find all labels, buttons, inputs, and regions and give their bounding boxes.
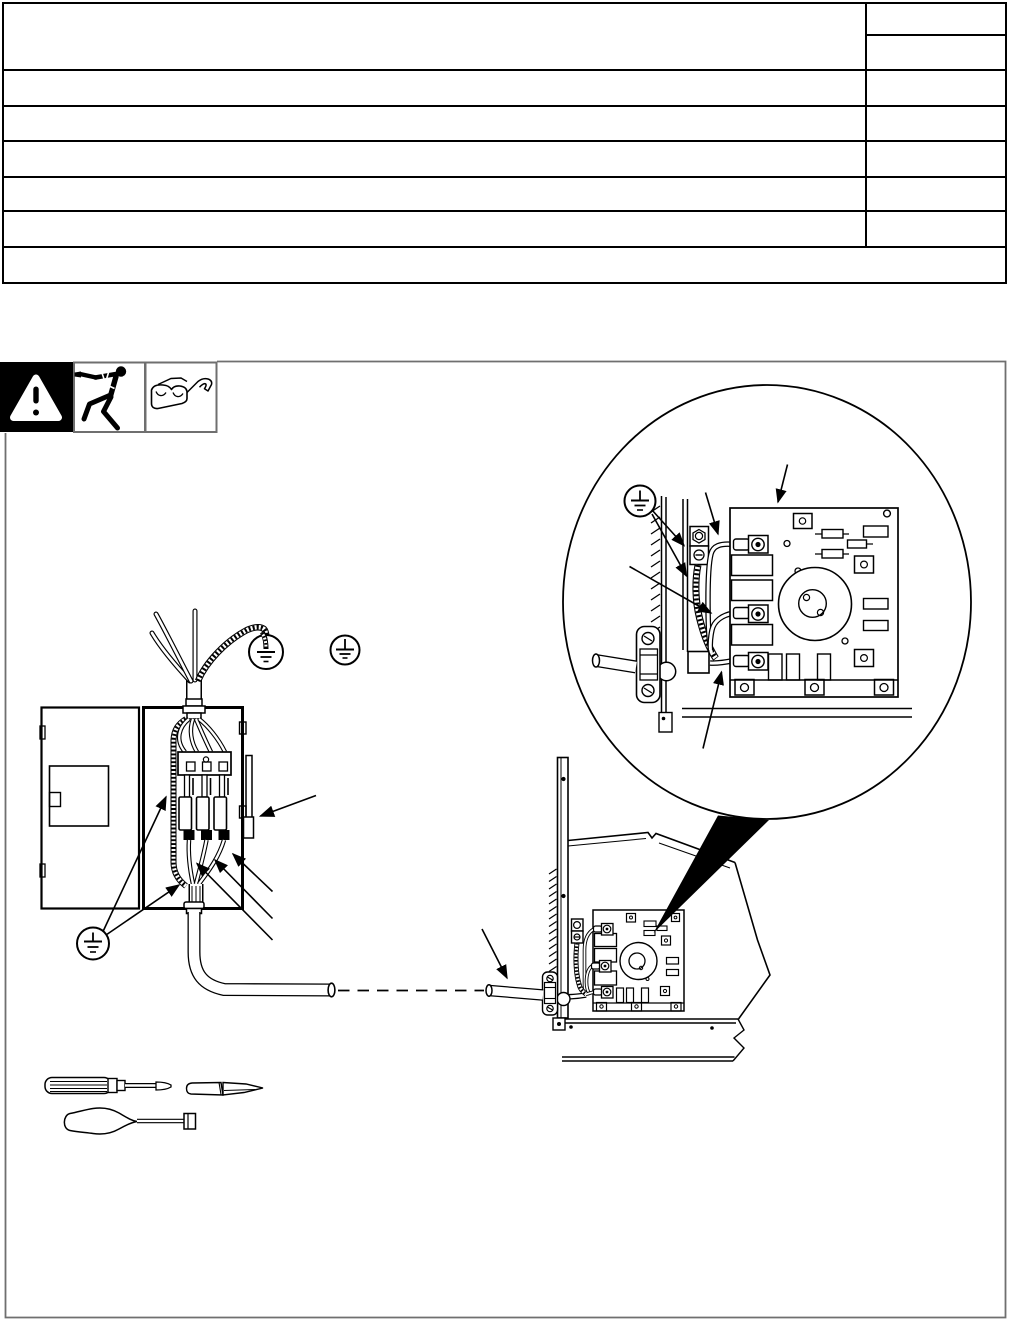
pointer-arrow-handle [261,796,317,817]
table-row-line [4,246,1005,248]
table-row-line [4,210,1005,212]
fused-switch-assembly [174,719,232,903]
table-row-line [4,176,1005,178]
reference-table [2,2,1007,284]
panel-cable-hole [557,993,570,1006]
warning-triangle-icon [0,362,73,432]
table-cell [8,108,858,137]
tools-group [45,1078,263,1134]
disconnect-handle-block [244,817,254,838]
panel-fins [549,869,557,987]
ground-symbol-1 [249,632,283,669]
safety-glasses-icon [146,363,217,433]
strain-relief-clamp-detail [637,627,661,703]
strain-relief-clamp-small [543,972,558,1015]
table-cell [870,6,1002,32]
magnifier-pointer-wedge [654,816,770,934]
table-cell [870,213,1002,243]
table-cell [870,73,1002,102]
pointer-arrow-ground-braid [103,797,166,932]
pointer-arrow-conductor-3 [197,864,273,941]
ground-symbol-3 [77,928,109,960]
cable-clamp-block-detail [688,652,709,674]
fuses [179,797,227,830]
table-cell [8,8,858,66]
bottom-strain-relief [184,902,204,914]
table-right-split-line [865,34,1006,36]
flat-blade-screwdriver-icon [45,1078,171,1094]
knife-icon [187,1083,264,1096]
table-cell-full [8,249,1002,281]
ground-symbol-4 [625,486,656,517]
disconnect-handle [246,756,252,818]
installation-diagram [0,350,1010,1323]
table-cell [870,38,1002,66]
pointer-arrow-conduit [482,929,507,978]
nut-driver-icon [64,1108,195,1134]
pointer-arrow-conductor-1 [233,854,273,892]
table-cell [870,108,1002,137]
table-cell [8,73,858,102]
table-cell [8,143,858,173]
table-cell [8,179,858,207]
bottom-clips [184,830,230,840]
table-row-line [4,105,1005,107]
input-conduit-left [194,912,335,997]
table-cell [870,143,1002,173]
control-board-detail [730,508,898,697]
top-strain-relief [183,699,205,719]
switch-blades [185,775,229,797]
disconnect-door [40,708,139,909]
input-power-cable-top [152,611,267,719]
safety-header [0,362,217,432]
table-row-line [4,69,1005,71]
disconnect-device-group [40,611,484,997]
ground-symbol-2 [331,636,360,665]
table-cell [870,179,1002,207]
table-row-line [4,140,1005,142]
table-cell [8,213,858,243]
input-conduit-right [486,985,543,996]
grounding-screw-detail [690,527,709,565]
disconnect-box [144,708,247,909]
electric-shock-hazard-icon [74,363,145,433]
detail-magnifier-group [563,385,971,819]
